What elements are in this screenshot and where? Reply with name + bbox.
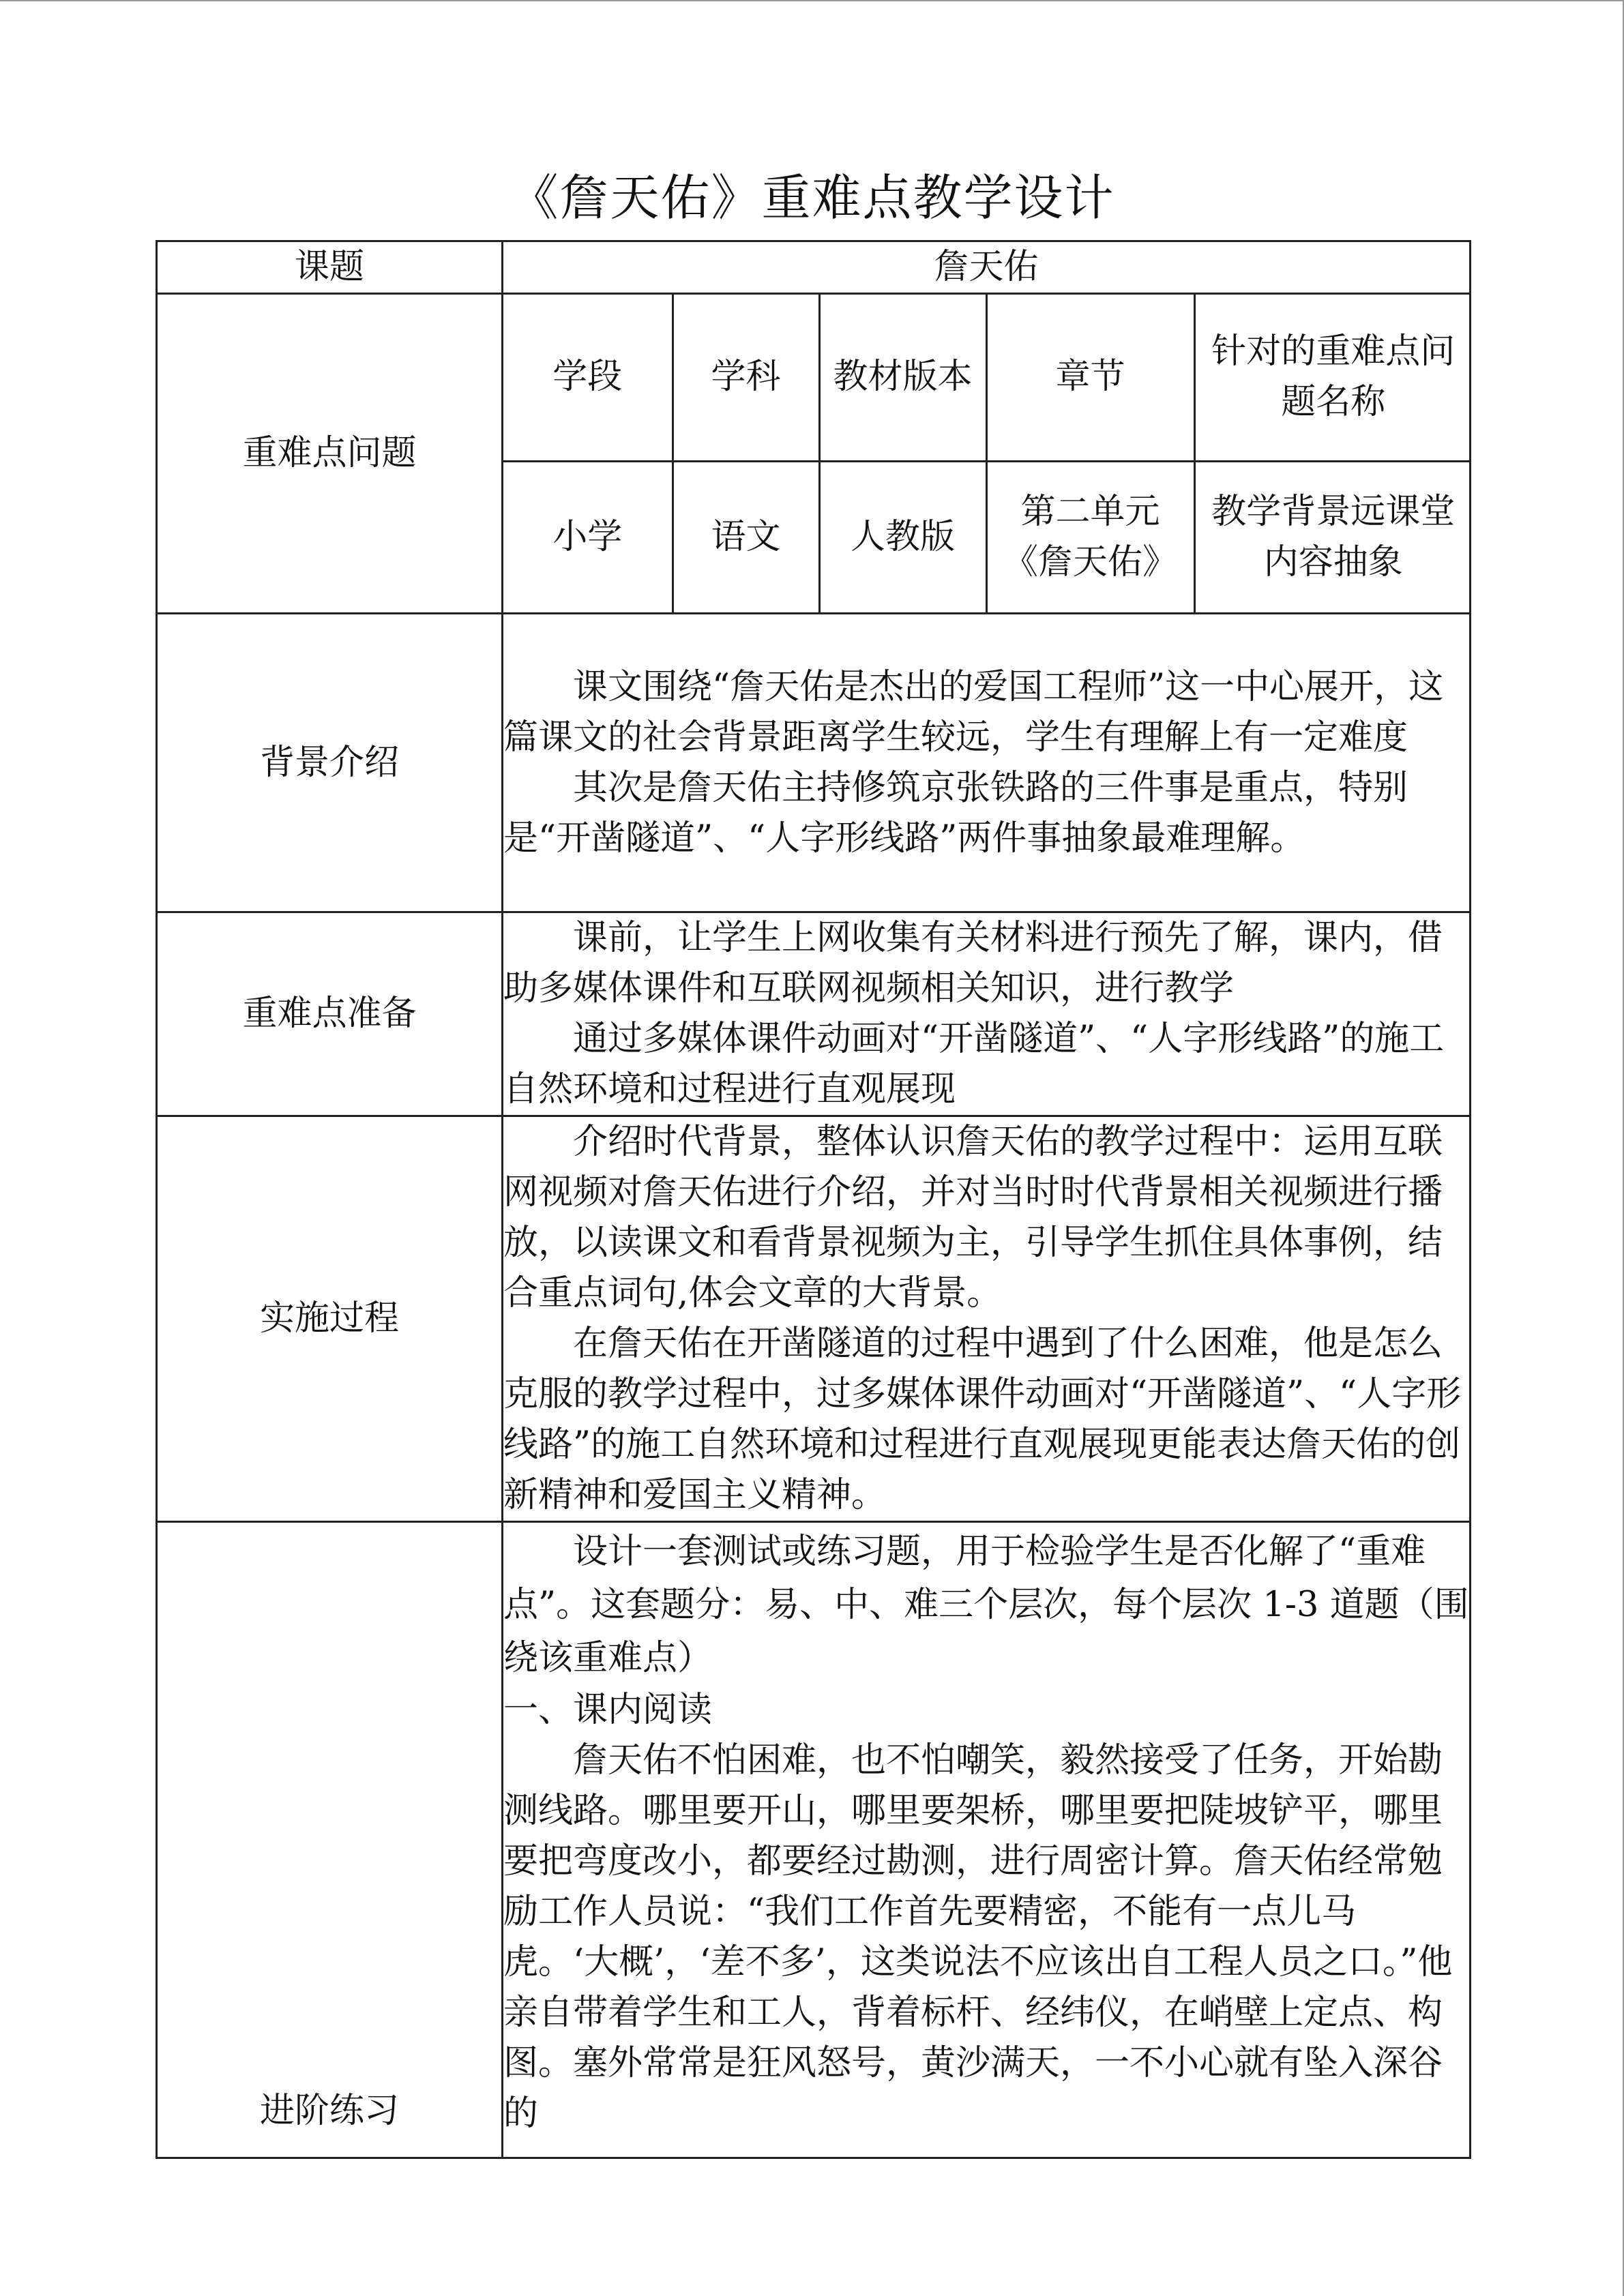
practice-intro: 设计一套测试或练习题，用于检验学生是否化解了“重难点”。这套题分：易、中、难三个层次，每个层次 1-3 道题（围绕该重难点） [503,1532,1469,1678]
row-key-issue [157,294,1471,614]
row-topic [157,241,1471,294]
background-content [503,614,1471,912]
value-topic: 詹天佑 [503,241,1471,294]
practice-reading-passage: 詹天佑不怕困难，也不怕嘲笑，毅然接受了任务，开始勘测线路。哪里要开山，哪里要架桥，哪里要把陡坡铲平，哪里要把弯度改小，都要经过勘测，进行周密计算。詹天佑经常勉励工作人员说：“我们工作首先要精密，不能有一点儿马虎。‘大概’，‘差不多’，这类说法不应该出自工程人员之口。”他亲自带着学生和工人，背着标杆、经纬仪，在峭壁上定点、构图。塞外常常是狂风怒号，黄沙满天，一不小心就有坠入深谷的 [503,1740,1453,2134]
label-implementation: 实施过程 [157,1116,503,1522]
header-issue-name: 针对的重难点问题名称 [1194,295,1471,461]
value-chapter: 第二单元《詹天佑》 [986,461,1194,612]
preparation-content [503,912,1471,1116]
preparation-paragraph: 课前，让学生上网收集有关材料进行预先了解，课内，借助多媒体课件和互联网视频相关知识，进行教学 [503,918,1443,1009]
label-key-issue: 重难点问题 [157,294,503,614]
label-preparation: 重难点准备 [157,912,503,1116]
key-issue-value-row [503,461,1471,612]
background-paragraph: 其次是詹天佑主持修筑京张铁路的三件事是重点，特别是“开凿隧道”、“人字形线路”两件事抽象最难理解。 [503,767,1408,859]
value-issue-name: 教学背景远课堂内容抽象 [1194,461,1471,612]
value-subject: 语文 [673,461,819,612]
implementation-paragraph: 介绍时代背景，整体认识詹天佑的教学过程中：运用互联网视频对詹天佑进行介绍，并对当时时代背景相关视频进行播放，以读课文和看背景视频为主，引导学生抓住具体事例，结合重点词句,体会文章的大背景。 [503,1122,1443,1313]
document-title: 《詹天佑》重难点教学设计 [509,169,1115,226]
header-stage: 学段 [503,295,673,461]
key-issue-grid-cell [503,294,1471,614]
lesson-design-table [156,240,1471,2159]
header-subject: 学科 [673,295,819,461]
value-edition: 人教版 [819,461,986,612]
row-preparation [157,912,1471,1116]
practice-section-heading: 一、课内阅读 [503,1690,713,1730]
label-practice: 进阶练习 [157,1522,503,2158]
row-background [157,614,1471,912]
label-background: 背景介绍 [157,614,503,912]
row-practice [157,1522,1471,2158]
value-stage: 小学 [503,461,673,612]
key-issue-header-row [503,295,1471,461]
implementation-paragraph: 在詹天佑在开凿隧道的过程中遇到了什么困难，他是怎么克服的教学过程中，过多媒体课件动画对“开凿隧道”、“人字形线路”的施工自然环境和过程进行直观展现更能表达詹天佑的创新精神和爱国主义精神。 [503,1324,1462,1515]
background-paragraph: 课文围绕“詹天佑是杰出的爱国工程师”这一中心展开，这篇课文的社会背景距离学生较远，学生有理解上有一定难度 [503,666,1444,758]
preparation-paragraph: 通过多媒体课件动画对“开凿隧道”、“人字形线路”的施工自然环境和过程进行直观展现 [503,1019,1445,1109]
header-chapter: 章节 [986,295,1194,461]
row-implementation [157,1116,1471,1522]
header-edition: 教材版本 [819,295,986,461]
key-issue-grid [503,295,1471,612]
label-topic: 课题 [157,241,503,294]
practice-content [503,1522,1471,2158]
implementation-content [503,1116,1471,1522]
